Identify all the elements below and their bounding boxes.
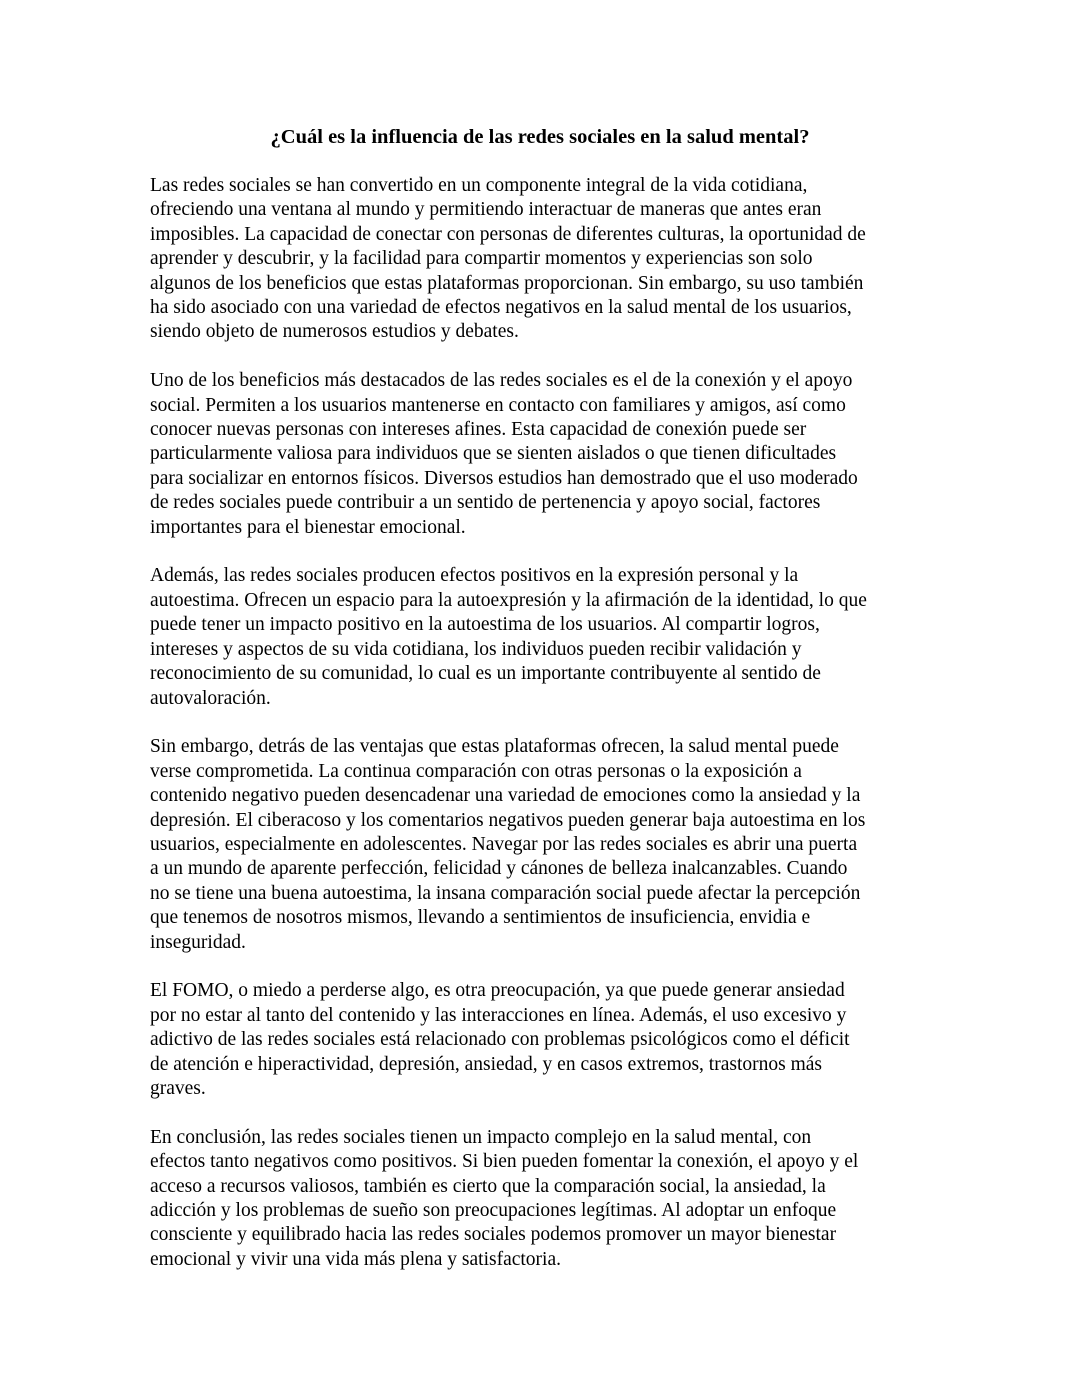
paragraph-line: emocional y vivir una vida más plena y satisfactoria. xyxy=(150,1248,561,1270)
paragraph-line: conocer nuevas personas con intereses afines. Esta capacidad de conexión puede ser xyxy=(150,419,807,441)
paragraph-line: El FOMO, o miedo a perderse algo, es otra preocupación, ya que puede generar ansiedad xyxy=(150,980,845,1002)
paragraph-line: intereses y aspectos de su vida cotidiana, los individuos pueden recibir validación y xyxy=(150,638,802,660)
paragraph-line: Sin embargo, detrás de las ventajas que estas plataformas ofrecen, la salud mental puede xyxy=(150,736,839,758)
paragraph-line: En conclusión, las redes sociales tienen un impacto complejo en la salud mental, con xyxy=(150,1126,812,1148)
paragraph-line: puede tener un impacto positivo en la autoestima de los usuarios. Al compartir logros, xyxy=(150,614,820,636)
paragraph-line: depresión. El ciberacoso y los comentarios negativos pueden generar baja autoestima en los xyxy=(150,809,866,831)
paragraph-line: ofreciendo una ventana al mundo y permitiendo interactuar de maneras que antes eran xyxy=(150,199,822,221)
paragraph-line: que tenemos de nosotros mismos, llevando a sentimientos de insuficiencia, envidia e xyxy=(150,907,811,929)
paragraph-line: graves. xyxy=(150,1077,206,1099)
paragraph xyxy=(150,564,950,710)
paragraph-line: acceso a recursos valiosos, también es cierto que la comparación social, la ansiedad, la xyxy=(150,1175,826,1197)
paragraph-line: autovaloración. xyxy=(150,687,271,709)
paragraph-line: para socializar en entornos físicos. Diversos estudios han demostrado que el uso moderado xyxy=(150,467,858,489)
document-title: ¿Cuál es la influencia de las redes sociales en la salud mental? xyxy=(270,126,810,148)
paragraph-line: inseguridad. xyxy=(150,931,246,953)
paragraph-line: Uno de los beneficios más destacados de las redes sociales es el de la conexión y el apoyo xyxy=(150,370,853,392)
paragraph-line: por no estar al tanto del contenido y las interacciones en línea. Además, el uso excesivo y xyxy=(150,1004,847,1026)
paragraph-line: consciente y equilibrado hacia las redes sociales podemos promover un mayor bienestar xyxy=(150,1224,837,1246)
paragraph-line: de atención e hiperactividad, depresión, ansiedad, y en casos extremos, trastornos más xyxy=(150,1053,822,1075)
paragraph-line: de redes sociales puede contribuir a un sentido de pertenencia y apoyo social, factores xyxy=(150,492,821,514)
paragraph xyxy=(150,369,950,540)
paragraph-line: verse comprometida. La continua comparación con otras personas o la exposición a xyxy=(150,760,802,782)
paragraph-line: siendo objeto de numerosos estudios y debates. xyxy=(150,321,519,343)
paragraph-line: reconocimiento de su comunidad, lo cual es un importante contribuyente al sentido de xyxy=(150,663,821,685)
paragraph xyxy=(150,1126,950,1272)
paragraph-line: autoestima. Ofrecen un espacio para la autoexpresión y la afirmación de la identidad, lo que xyxy=(150,589,867,611)
paragraph-line: no se tiene una buena autoestima, la insana comparación social puede afectar la percepción xyxy=(150,882,861,904)
paragraph-line: adictivo de las redes sociales está relacionado con problemas psicológicos como el déficit xyxy=(150,1029,850,1051)
paragraph-line: usuarios, especialmente en adolescentes. Navegar por las redes sociales es abrir una puerta xyxy=(150,833,858,855)
paragraph-line: algunos de los beneficios que estas plataformas proporcionan. Sin embargo, su uso también xyxy=(150,272,864,294)
paragraph-line: Además, las redes sociales producen efectos positivos en la expresión personal y la xyxy=(150,565,799,587)
document-body xyxy=(150,174,950,1297)
paragraph-line: particularmente valiosa para individuos que se sienten aislados o que tienen dificultades xyxy=(150,443,837,465)
paragraph-line: aprender y descubrir, y la facilidad para compartir momentos y experiencias son solo xyxy=(150,248,813,270)
paragraph-line: imposibles. La capacidad de conectar con personas de diferentes culturas, la oportunidad de xyxy=(150,223,866,245)
paragraph xyxy=(150,735,950,955)
paragraph-line: importantes para el bienestar emocional. xyxy=(150,516,466,538)
paragraph-line: Las redes sociales se han convertido en un componente integral de la vida cotidiana, xyxy=(150,175,808,196)
paragraph-line: adicción y los problemas de sueño son preocupaciones legítimas. Al adoptar un enfoque xyxy=(150,1199,837,1221)
paragraph xyxy=(150,979,950,1101)
paragraph-line: contenido negativo pueden desencadenar una variedad de emociones como la ansiedad y la xyxy=(150,785,861,807)
paragraph xyxy=(150,174,950,345)
paragraph-line: efectos tanto negativos como positivos. Si bien pueden fomentar la conexión, el apoyo y el xyxy=(150,1151,859,1173)
paragraph-line: social. Permiten a los usuarios mantenerse en contacto con familiares y amigos, así como xyxy=(150,394,846,416)
paragraph-line: ha sido asociado con una variedad de efectos negativos en la salud mental de los usuarios, xyxy=(150,297,852,319)
paragraph-line: a un mundo de aparente perfección, felicidad y cánones de belleza inalcanzables. Cuando xyxy=(150,858,848,880)
